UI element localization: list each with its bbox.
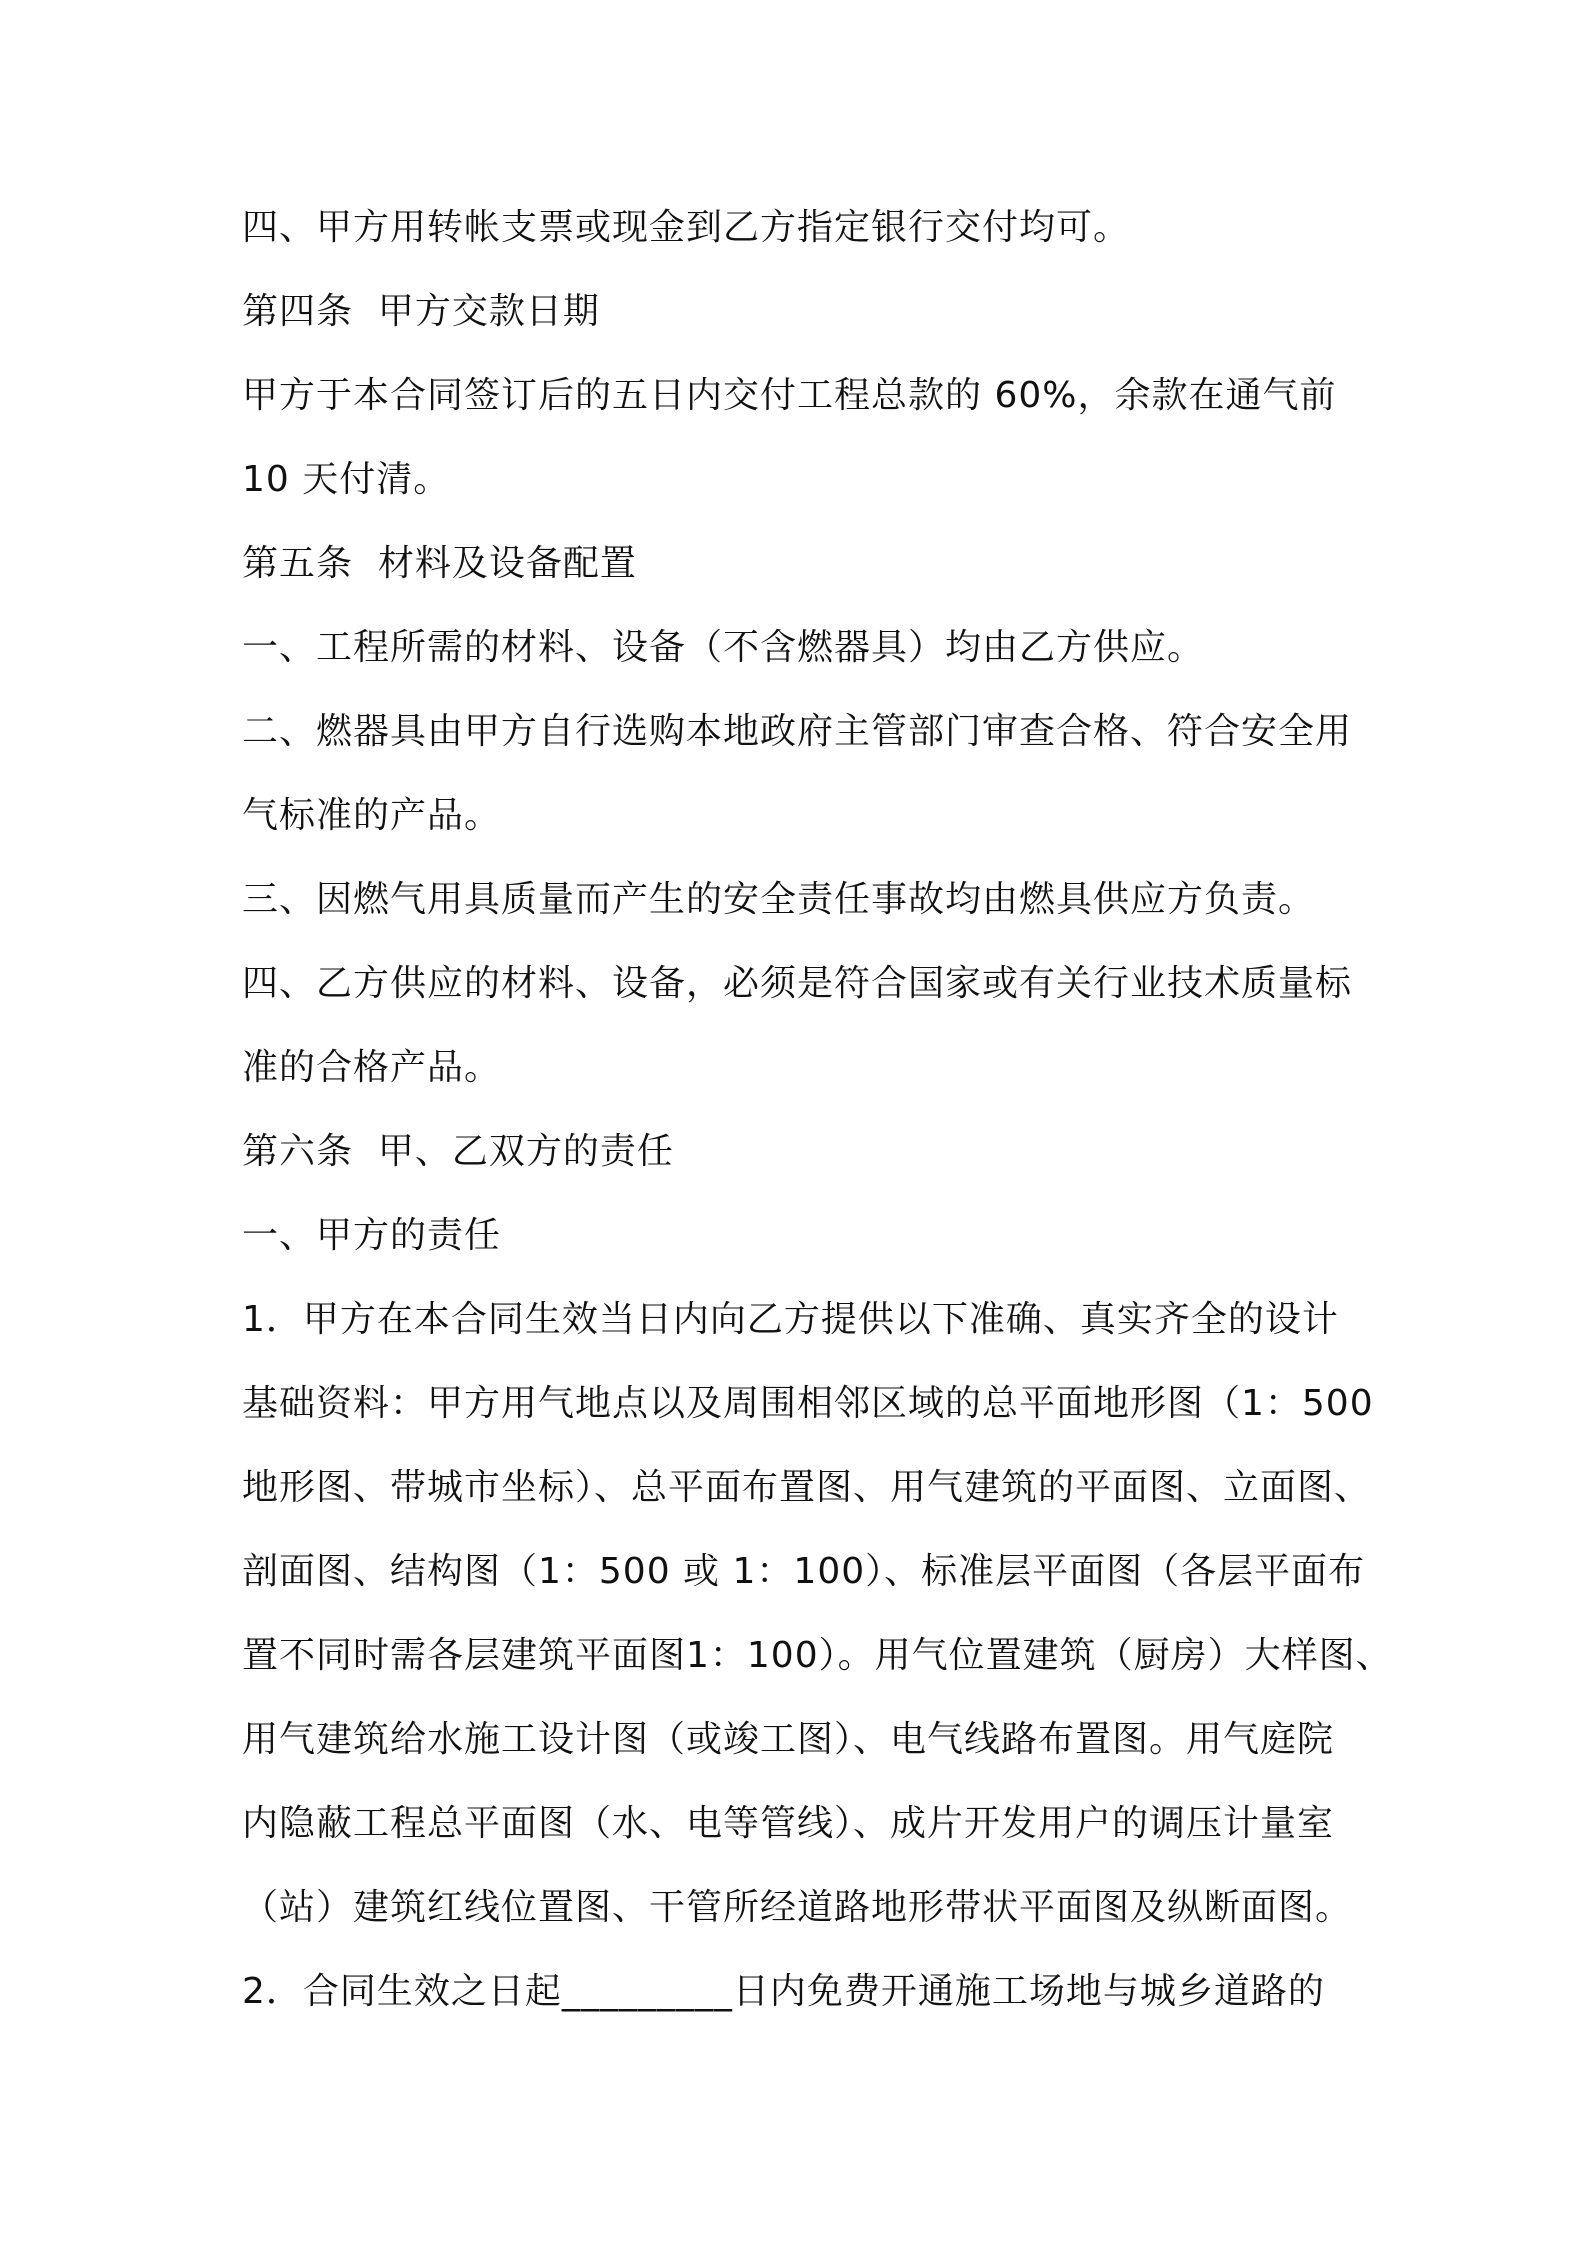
text-line: 一、工程所需的材料、设备（不含燃器具）均由乙方供应。 — [242, 627, 1205, 668]
section-heading: 第六条 甲、乙双方的责任 — [242, 1131, 674, 1172]
text-line: 准的合格产品。 — [242, 1047, 502, 1088]
text-line: 三、因燃气用具质量而产生的安全责任事故均由燃具供应方负责。 — [242, 879, 1316, 920]
text-line: 气标准的产品。 — [242, 795, 502, 836]
text-line: 一、甲方的责任 — [242, 1215, 502, 1256]
section-heading: 第五条 材料及设备配置 — [242, 543, 637, 584]
text-line: 甲方于本合同签订后的五日内交付工程总款的 60%，余款在通气前 — [242, 375, 1337, 416]
text-line: 四、乙方供应的材料、设备，必须是符合国家或有关行业技术质量标 — [242, 963, 1353, 1004]
text-line: 剖面图、结构图（1：500 或 1：100）、标准层平面图（各层平面布 — [242, 1551, 1366, 1592]
section-heading: 第四条 甲方交款日期 — [242, 291, 600, 332]
text-line: 四、甲方用转帐支票或现金到乙方指定银行交付均可。 — [242, 207, 1131, 248]
text-line: 基础资料：甲方用气地点以及周围相邻区域的总平面地形图（1：500 — [242, 1383, 1374, 1424]
text-line: 地形图、带城市坐标）、总平面布置图、用气建筑的平面图、立面图、 — [242, 1467, 1372, 1508]
text-line: 用气建筑给水施工设计图（或竣工图）、电气线路布置图。用气庭院 — [242, 1719, 1335, 1760]
text-line: 置不同时需各层建筑平面图1：100）。用气位置建筑（厨房）大样图、 — [242, 1635, 1393, 1676]
text-line: （站）建筑红线位置图、干管所经道路地形带状平面图及纵断面图。 — [242, 1887, 1353, 1928]
text-line: 二、燃器具由甲方自行选购本地政府主管部门审查合格、符合安全用 — [242, 711, 1353, 752]
text-line: 内隐蔽工程总平面图（水、电等管线）、成片开发用户的调压计量室 — [242, 1803, 1335, 1844]
text-line: 2．合同生效之日起_________日内免费开通施工场地与城乡道路的 — [242, 1971, 1325, 2012]
text-line: 10 天付清。 — [242, 459, 451, 500]
text-line: 1．甲方在本合同生效当日内向乙方提供以下准确、真实齐全的设计 — [242, 1299, 1339, 1340]
